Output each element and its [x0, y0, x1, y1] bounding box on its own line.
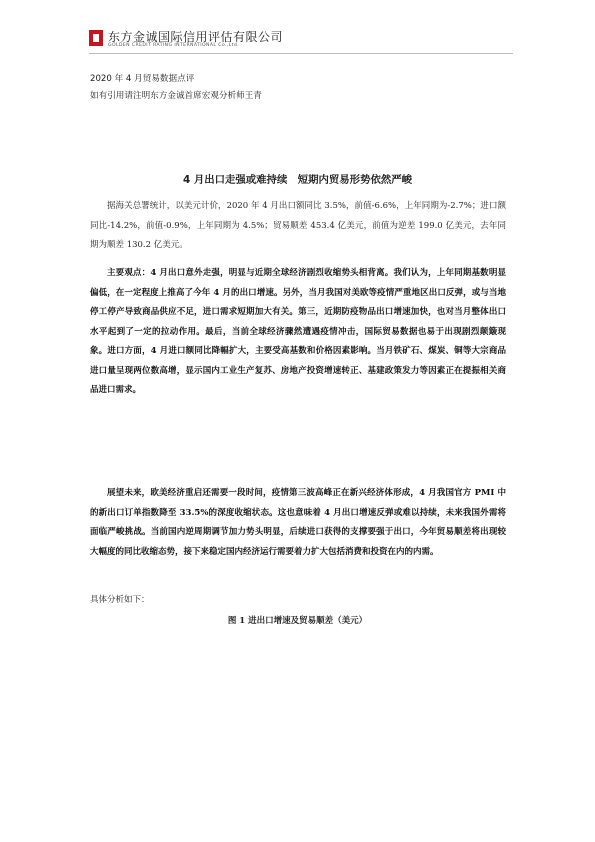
citation-note: 如有引用请注明东方金诚首席宏观分析师王青	[90, 91, 262, 101]
outlook-paragraph: 展望未来，欧美经济重启还需要一段时间，疫情第三波高峰正在新兴经济体形成，4 月我国官方 PMI 中的新出口订单指数降至 33.5%的深度收缩状态。这也意味着 4 月出口增速反弹或难以持续，未来我国外需将面临严峻挑战。当前国内逆周期调节加力势头明显，后续进口获得的支撑要强于出口，今年贸易顺差将出现较大幅度的同比收缩态势，接下来稳定国内经济运行需要着力扩大包括消费和投资在内的内需。	[90, 488, 506, 557]
header-divider	[89, 53, 513, 54]
report-subject: 2020 年 4 月贸易数据点评	[90, 74, 195, 84]
figure-caption: 图 1 进出口增速及贸易顺差（美元）	[227, 616, 368, 626]
article-title: 4 月出口走强或难持续 短期内贸易形势依然严峻	[182, 174, 413, 186]
page-header	[89, 28, 513, 54]
company-name-cn: 东方金诚国际信用评估有限公司	[108, 30, 284, 44]
company-logo-icon	[89, 30, 103, 46]
analysis-intro: 具体分析如下：	[90, 595, 150, 605]
company-name-en: GOLDEN CREDIT RATING INTERNATIONAL Co.,Ltd.	[108, 43, 240, 48]
main-viewpoint-paragraph: 主要观点：4 月出口意外走强，明显与近期全球经济剧烈收缩势头相背离。我们认为，上年同期基数明显偏低，在一定程度上推高了今年 4 月的出口增速。另外，当月我国对美欧等疫情严重地区出口反弹，或与当地停工停产导致商品供应不足，进口需求短期加大有关。第三，近期防疫物品出口增速加快，也对当月整体出口水平起到了一定的拉动作用。最后，当前全球经济骤然遭遇疫情冲击，国际贸易数据也易于出现剧烈颠簸现象。进口方面，4 月进口额同比降幅扩大，主要受高基数和价格因素影响。当月铁矿石、煤炭、铜等大宗商品进口量呈现两位数高增，显示国内工业生产复苏、房地产投资增速转正、基建政策发力等因素正在提振相关商品进口需求。	[90, 268, 506, 395]
data-summary-paragraph: 据海关总署统计，以美元计价，2020 年 4 月出口额同比 3.5%，前值-6.6%，上年同期为-2.7%；进口额同比-14.2%，前值-0.9%，上年同期为 4.5%；贸易顺差 453.4 亿美元，前值为逆差 199.0 亿美元，去年同期为顺差 130.2 亿美元。	[90, 201, 506, 250]
